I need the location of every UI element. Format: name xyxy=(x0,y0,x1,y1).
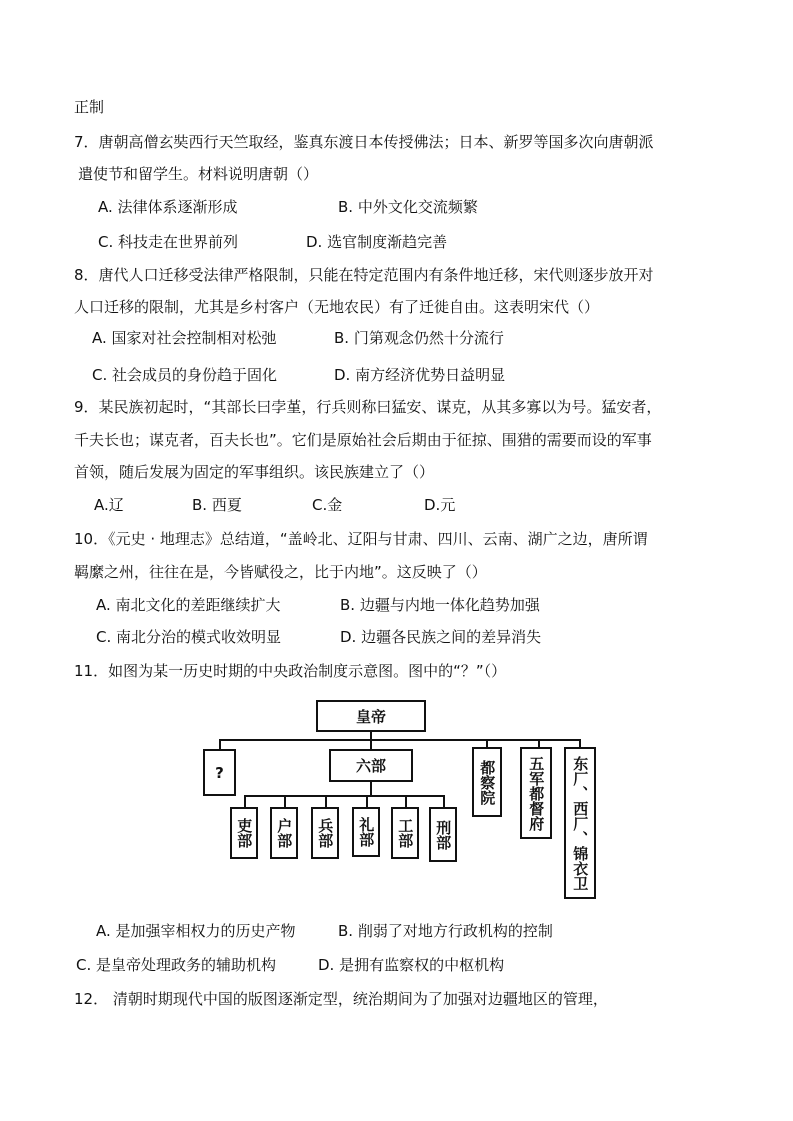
q8-option-d: D. 南方经济优势日益明显 xyxy=(334,366,506,384)
censorate-label: 都察院 xyxy=(478,759,497,805)
q7-option-a: A. 法律体系逐渐形成 xyxy=(98,198,238,216)
q10-line1: 10．《元史 · 地理志》总结道，“盖岭北、辽阳与甘肃、四川、云南、湖广之边，唐所谓 xyxy=(74,530,648,548)
q9-option-a: A.辽 xyxy=(94,496,124,514)
q8-option-b: B. 门第观念仍然十分流行 xyxy=(334,329,504,347)
q9-line2: 千夫长也；谋克者，百夫长也”。它们是原始社会后期由于征掠、围猎的需要而设的军事 xyxy=(74,431,652,449)
q7-line2: 遣使节和留学生。材料说明唐朝（） xyxy=(78,165,319,183)
q11-line1: 11．如图为某一历史时期的中央政治制度示意图。图中的“？”（） xyxy=(74,662,507,680)
q11-option-c: C. 是皇帝处理政务的辅助机构 xyxy=(76,956,277,974)
q7-option-c: C. 科技走在世界前列 xyxy=(98,233,239,251)
q10-line2: 羁縻之州，往往在是，今皆赋役之，比于内地”。这反映了（） xyxy=(74,563,487,581)
connector xyxy=(244,795,444,797)
ministry-label: 兵部 xyxy=(316,818,335,848)
connector xyxy=(486,739,488,747)
question-label: ? xyxy=(215,763,224,782)
ministry-label: 户部 xyxy=(275,818,294,848)
secret-police-box xyxy=(564,747,596,899)
connector xyxy=(219,739,579,741)
five-armies-label: 五军都督府 xyxy=(527,755,546,831)
q8-line1: 8．唐代人口迁移受法律严格限制，只能在特定范围内有条件地迁移，宋代则逐步放开对 xyxy=(74,266,654,284)
six-ministries-box xyxy=(329,749,413,782)
previous-question-tail: 正制 xyxy=(74,98,105,116)
q9-line1: 9．某民族初起时，“其部长曰孛堇，行兵则称曰猛安、谋克，从其多寡以为号。猛安者， xyxy=(74,398,662,416)
q11-option-a: A. 是加强宰相权力的历史产物 xyxy=(96,922,296,940)
ministry-label: 工部 xyxy=(396,818,415,848)
q10-option-d: D. 边疆各民族之间的差异消失 xyxy=(340,628,542,646)
q7-line1: 7．唐朝高僧玄奘西行天竺取经，鉴真东渡日本传授佛法；日本、新罗等国多次向唐朝派 xyxy=(74,133,654,151)
q7-option-b: B. 中外文化交流频繁 xyxy=(338,198,478,216)
censorate-box xyxy=(472,747,502,817)
ministry-label: 刑部 xyxy=(434,819,453,850)
q11-option-d: D. 是拥有监察权的中枢机构 xyxy=(318,956,505,974)
q9-option-b: B. 西夏 xyxy=(192,496,242,514)
six-ministries-label: 六部 xyxy=(355,757,386,775)
ministry-box xyxy=(391,807,419,859)
connector xyxy=(219,739,221,749)
question-box xyxy=(203,749,236,796)
connector xyxy=(370,739,372,749)
q8-option-c: C. 社会成员的身份趋于固化 xyxy=(92,366,278,384)
q8-line2: 人口迁移的限制，尤其是乡村客户（无地农民）有了迁徙自由。这表明宋代（） xyxy=(74,298,600,316)
q12-line1: 12． 清朝时期现代中国的版图逐渐定型，统治期间为了加强对边疆地区的管理， xyxy=(74,990,608,1008)
q9-option-c: C.金 xyxy=(312,496,343,514)
q11-option-b: B. 削弱了对地方行政机构的控制 xyxy=(338,922,553,940)
q10-option-a: A. 南北文化的差距继续扩大 xyxy=(96,596,281,614)
q10-option-c: C. 南北分治的模式收效明显 xyxy=(96,628,282,646)
emperor-box xyxy=(316,700,426,732)
q9-line3: 首领，随后发展为固定的军事组织。该民族建立了（） xyxy=(74,463,435,481)
connector xyxy=(370,782,372,796)
five-armies-box xyxy=(520,747,552,839)
ministry-box xyxy=(311,807,339,859)
ministry-box xyxy=(230,807,258,859)
ministry-box xyxy=(270,807,298,859)
connector xyxy=(579,739,581,747)
q10-option-b: B. 边疆与内地一体化趋势加强 xyxy=(340,596,540,614)
q7-option-d: D. 选官制度渐趋完善 xyxy=(306,233,448,251)
q9-option-d: D.元 xyxy=(424,496,456,514)
ministry-label: 吏部 xyxy=(235,818,254,848)
ministry-label: 礼部 xyxy=(357,817,376,847)
q8-option-a: A. 国家对社会控制相对松弛 xyxy=(92,329,277,347)
connector xyxy=(538,739,540,747)
ministry-box xyxy=(352,807,380,857)
secret-police-label: 东厂、西厂、锦衣卫 xyxy=(571,755,590,891)
ministry-box xyxy=(429,807,457,862)
emperor-label: 皇帝 xyxy=(355,707,386,726)
